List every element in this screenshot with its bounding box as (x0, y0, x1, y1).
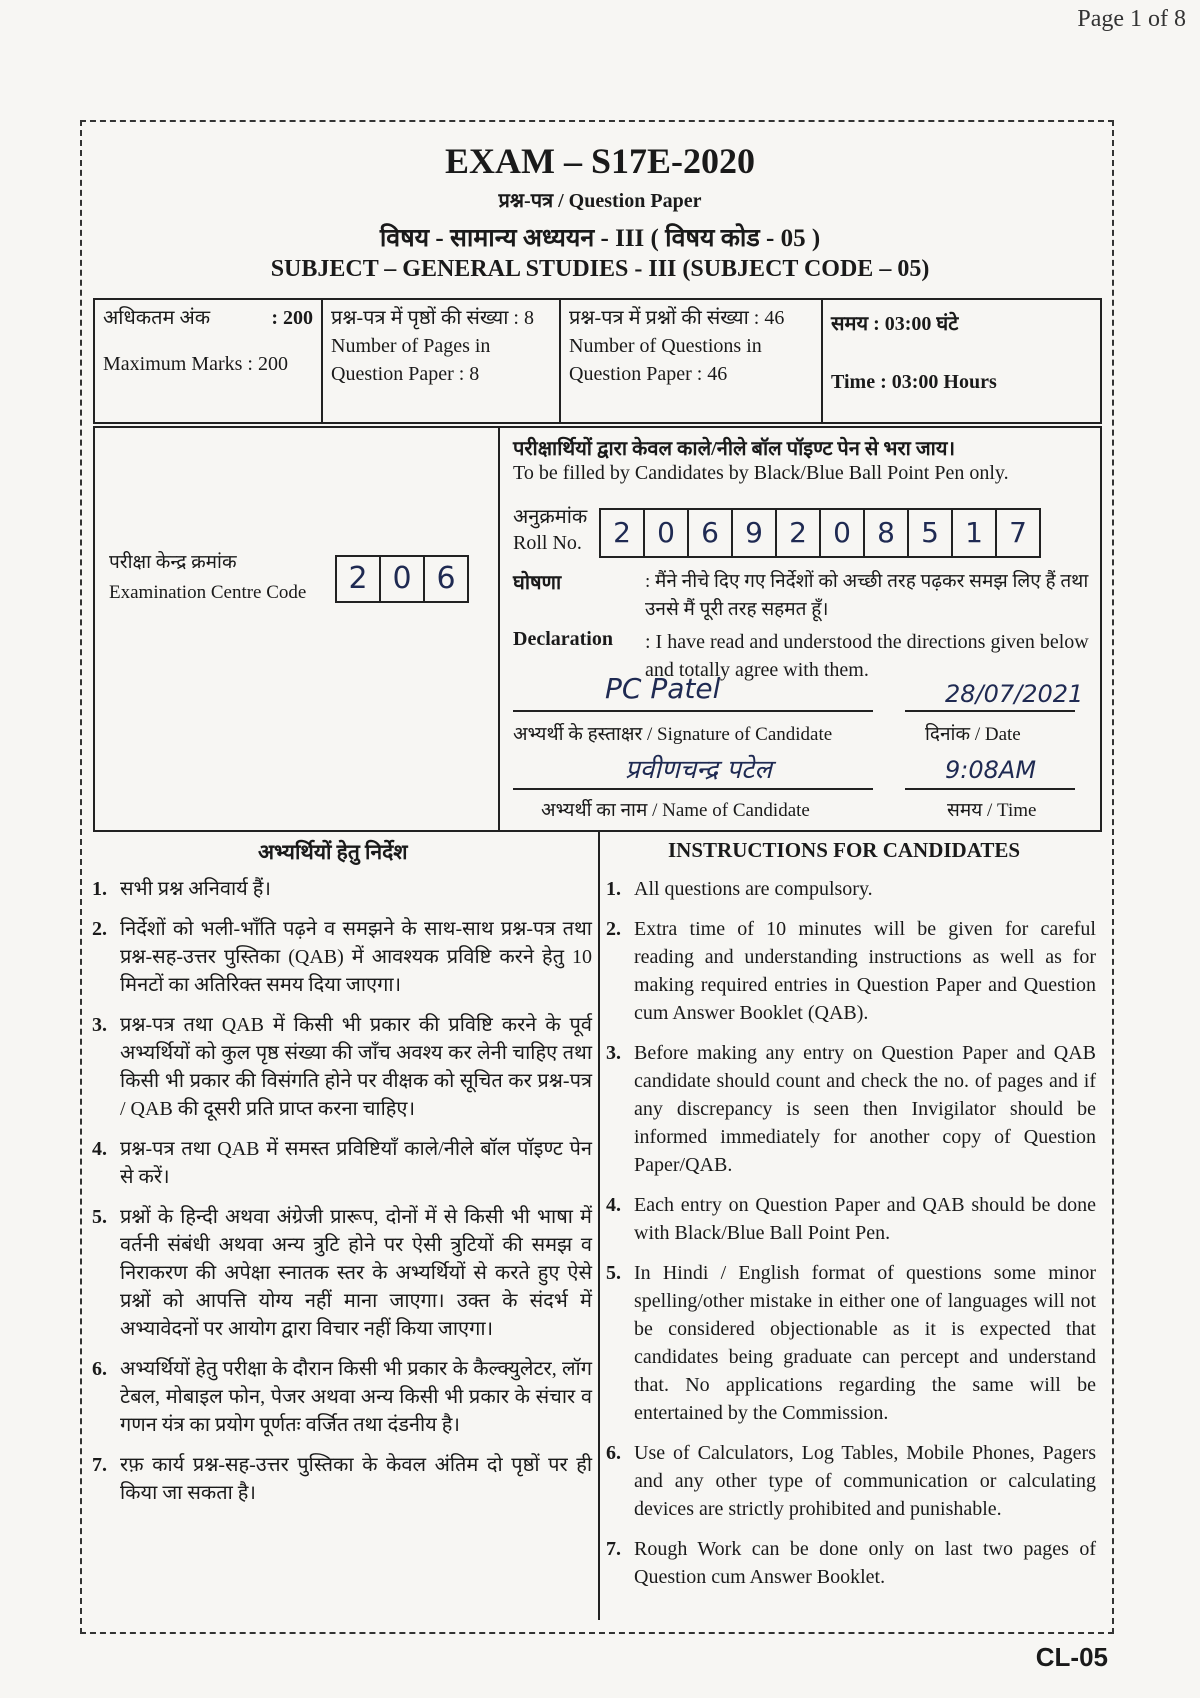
exam-info-table (93, 298, 1102, 424)
time-hi: समय : 03:00 घंटे (831, 313, 959, 335)
centre-digit: 0 (381, 557, 425, 601)
date-line (905, 710, 1075, 712)
roll-digit: 7 (1009, 516, 1027, 549)
instruction-text: सभी प्रश्न अनिवार्य हैं। (120, 878, 271, 900)
instruction-text: Rough Work can be done only on last two pages of Question cum Answer Booklet. (634, 1538, 1096, 1588)
fill-instruction-hi: परीक्षार्थियों द्वारा केवल काले/नीले बॉल पॉइण्ट पेन से भरा जाय। (513, 438, 956, 460)
instruction-text: निर्देशों को भली-भाँति पढ़ने व समझने के साथ-साथ प्रश्न-पत्र तथा प्रश्न-सह-उत्तर पुस्तिका (QAB) में आवश्यक प्रविष्टि करने हेतु 10 मिनटों का अतिरिक्त समय दिया जाएगा। (120, 918, 592, 996)
instruction-text: Each entry on Question Paper and QAB should be done with Black/Blue Ball Point Pen. (634, 1194, 1096, 1244)
declaration-hi: : मैंने नीचे दिए गए निर्देशों को अच्छी तरह पढ़कर समझ लिए हैं तथा उनसे मैं पूरी तरह सहमत हूँ। (645, 571, 1089, 620)
instructions-list-hi (92, 875, 592, 1519)
time-line (905, 788, 1075, 790)
roll-digit: 9 (733, 510, 777, 556)
instruction-text: Before making any entry on Question Paper and QAB candidate should count and check the no. of pages and if any discrepancy is seen then Invigilator should be informed immediately for another copy of Question Paper/QAB. (634, 1042, 1096, 1176)
time-cell (823, 300, 1100, 422)
instruction-item (92, 875, 592, 903)
candidate-time: 9:08AM (945, 756, 1037, 784)
marks-hi: अधिकतम अंक (103, 307, 211, 329)
date-label: दिनांक / Date (925, 724, 1021, 745)
instruction-item (606, 1535, 1096, 1591)
instruction-item (92, 1451, 592, 1507)
instruction-item (92, 915, 592, 999)
instruction-text: All questions are compulsory. (634, 878, 873, 900)
candidate-signature: PC Patel (605, 672, 721, 705)
instruction-item (606, 1191, 1096, 1247)
roll-digit: 5 (909, 510, 953, 556)
questions-cell (561, 300, 823, 422)
candidate-name: प्रवीणचन्द्र पटेल (625, 755, 772, 785)
subject-hindi: विषय - सामान्य अध्ययन - III ( विषय कोड - 05 ) (379, 225, 821, 252)
instruction-num: 5. (92, 1206, 107, 1228)
centre-label-hi: परीक्षा केन्द्र क्रमांक (109, 552, 237, 573)
fill-instruction-en: To be filled by Candidates by Black/Blue Ball Point Pen only. (513, 462, 1009, 484)
instruction-num: 4. (606, 1194, 621, 1216)
roll-digit: 2 (601, 510, 645, 556)
questions-en: Number of Questions in Question Paper : 46 (569, 335, 762, 385)
candidate-date: 28/07/2021 (945, 680, 1084, 708)
declaration-label-hi: घोषणा (513, 572, 562, 594)
instruction-num: 7. (92, 1454, 107, 1476)
signature-line (513, 710, 873, 712)
roll-digit: 0 (821, 510, 865, 556)
roll-digit: 6 (689, 510, 733, 556)
centre-digit: 6 (436, 561, 456, 596)
roll-digit: 8 (865, 510, 909, 556)
centre-digit: 2 (337, 557, 381, 601)
roll-digit: 2 (777, 510, 821, 556)
instruction-num: 7. (606, 1538, 621, 1560)
instruction-item (606, 1259, 1096, 1427)
instruction-item (606, 875, 1096, 903)
candidate-details-box (93, 426, 1102, 832)
declaration-label-en: Declaration (513, 628, 613, 650)
instruction-text: अभ्यर्थियों हेतु परीक्षा के दौरान किसी भी प्रकार के कैल्क्युलेटर, लॉग टेबल, मोबाइल फोन, पेजर अथवा अन्य किसी भी प्रकार के संचार व गणन यंत्र का प्रयोग पूर्णतः वर्जित तथा दंडनीय है। (120, 1358, 592, 1436)
marks-en: Maximum Marks : 200 (103, 353, 288, 375)
roll-label-hi: अनुक्रमांक (513, 506, 588, 528)
instruction-item (92, 1355, 592, 1439)
marks-cell (95, 300, 323, 422)
instruction-num: 2. (92, 918, 107, 940)
question-paper-label: प्रश्न-पत्र / Question Paper (498, 190, 702, 212)
instruction-num: 2. (606, 918, 621, 940)
name-line (513, 788, 873, 790)
instruction-text: प्रश्न-पत्र तथा QAB में किसी भी प्रकार की प्रविष्टि करने के पूर्व अभ्यर्थियों को कुल पृष्ठ संख्या की जाँच अवश्य कर लेनी चाहिए तथा किसी भी प्रकार की विसंगति होने पर वीक्षक को सूचित कर प्रश्न-पत्र / QAB की दूसरी प्रति प्राप्त करना चाहिए। (120, 1014, 592, 1120)
instruction-item (92, 1135, 592, 1191)
instruction-item (606, 1439, 1096, 1523)
signature-label: अभ्यर्थी के हस्ताक्षर / Signature of Candidate (513, 724, 833, 745)
centre-code-boxes (335, 555, 469, 603)
marks-hi-value: : 200 (271, 307, 313, 329)
declaration-en: : I have read and understood the directions given below and totally agree with them. (645, 631, 1089, 681)
instruction-num: 1. (92, 878, 107, 900)
pages-en: Number of Pages in Question Paper : 8 (331, 335, 491, 385)
instruction-item (92, 1011, 592, 1123)
instruction-text: Use of Calculators, Log Tables, Mobile Phones, Pagers and any other type of communication or calculating devices are strictly prohibited and punishable. (634, 1442, 1096, 1520)
column-divider (598, 830, 600, 1620)
page-indicator: Page 1 of 8 (1077, 6, 1186, 32)
instruction-num: 6. (606, 1442, 621, 1464)
instruction-num: 6. (92, 1358, 107, 1380)
instruction-item (606, 915, 1096, 1027)
instruction-num: 5. (606, 1262, 621, 1284)
time-label: समय / Time (947, 800, 1037, 821)
questions-hi: प्रश्न-पत्र में प्रश्नों की संख्या : 46 (569, 307, 785, 329)
instructions-heading-hi: अभ्यर्थियों हेतु निर्देश (258, 840, 408, 864)
roll-digit: 0 (645, 510, 689, 556)
instruction-item (606, 1039, 1096, 1179)
pages-hi: प्रश्न-पत्र में पृष्ठों की संख्या : 8 (331, 307, 534, 329)
roll-number-boxes (599, 508, 1041, 558)
instruction-num: 4. (92, 1138, 107, 1160)
instruction-text: In Hindi / English format of questions some minor spelling/other mistake in either one of languages will not be considered objectionable as it is expected that candidates being graduate can percept and understand that. No applications regarding the same will be entertained by the Commission. (634, 1262, 1096, 1424)
subject-english: SUBJECT – GENERAL STUDIES - III (SUBJECT CODE – 05) (270, 256, 930, 282)
name-label: अभ्यर्थी का नाम / Name of Candidate (541, 800, 810, 821)
instruction-text: Extra time of 10 minutes will be given for careful reading and understanding instructions as well as for making required entries in Question Paper and Question cum Answer Booklet (QAB). (634, 918, 1096, 1024)
exam-title: EXAM – S17E-2020 (444, 141, 755, 181)
instruction-text: रफ़ कार्य प्रश्न-सह-उत्तर पुस्तिका के केवल अंतिम दो पृष्ठों पर ही किया जा सकता है। (120, 1454, 592, 1504)
centre-section (95, 428, 500, 830)
candidate-section (505, 428, 1100, 830)
centre-label-en: Examination Centre Code (109, 582, 307, 603)
instruction-text: प्रश्नों के हिन्दी अथवा अंग्रेजी प्रारूप, दोनों में से किसी भी भाषा में वर्तनी संबंधी अथवा अन्य त्रुटि होने पर ऐसी त्रुटियों की समझ व निराकरण की अपेक्षा स्नातक स्तर के अभ्यर्थियों से करते हुए ऐसे प्रश्नों को आपत्ति योग्य नहीं माना जाएगा। उक्त के संदर्भ में अभ्यावेदनों पर आयोग द्वारा विचार नहीं किया जाएगा। (120, 1206, 592, 1340)
instruction-num: 3. (92, 1014, 107, 1036)
instruction-num: 1. (606, 878, 621, 900)
footer-code: CL-05 (1035, 1642, 1108, 1672)
roll-label-en: Roll No. (513, 532, 582, 554)
pages-cell (323, 300, 561, 422)
instruction-text: प्रश्न-पत्र तथा QAB में समस्त प्रविष्टियाँ काले/नीले बॉल पॉइण्ट पेन से करें। (120, 1138, 592, 1188)
roll-label (513, 504, 587, 556)
instruction-item (92, 1203, 592, 1343)
instructions-list-en (606, 875, 1096, 1603)
instruction-num: 3. (606, 1042, 621, 1064)
centre-label (109, 548, 306, 608)
roll-digit: 1 (953, 510, 997, 556)
time-en: Time : 03:00 Hours (831, 371, 997, 393)
instructions-heading-en: INSTRUCTIONS FOR CANDIDATES (668, 838, 1021, 862)
